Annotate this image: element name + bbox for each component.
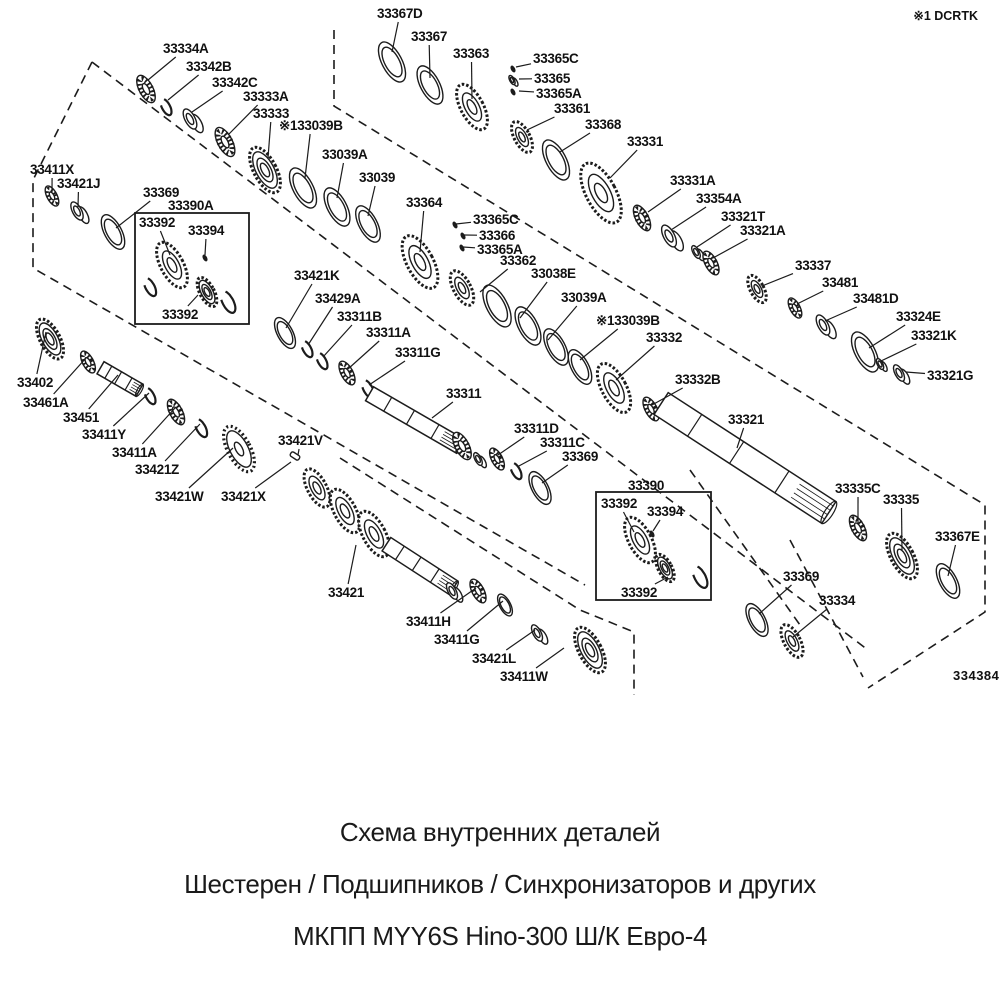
part-label: 33334A (163, 41, 209, 56)
part-shape-bearing (78, 349, 99, 375)
leader-line (54, 358, 86, 394)
part-label: 33333 (253, 106, 290, 121)
part-label: 33367D (377, 6, 423, 21)
part-label: 33481 (822, 275, 859, 290)
part-shape-gear (776, 621, 807, 660)
part-label: 33368 (585, 117, 622, 132)
part-shape-cyl (68, 200, 91, 225)
part-label: 33367E (935, 529, 980, 544)
part-label: 33411W (500, 669, 548, 684)
leader-line (653, 520, 660, 531)
part-shape-gear (744, 273, 770, 306)
part-shape-gear (507, 118, 537, 155)
leader-line (616, 346, 654, 380)
part-shape-ring (477, 281, 517, 331)
part-label: 33392 (621, 585, 658, 600)
part-shape-ring (539, 325, 574, 369)
part-shape-snap (221, 292, 235, 313)
leader-line (142, 408, 175, 444)
leader-line (368, 186, 375, 216)
part-label: 33392 (601, 496, 638, 511)
part-shape-gear (618, 513, 661, 568)
part-shape-cyl (508, 75, 520, 88)
part-label: 33337 (795, 258, 832, 273)
part-shape-bearing (133, 73, 159, 106)
part-shape-dot (202, 255, 207, 262)
part-shape-ring (563, 346, 596, 388)
leader-line (323, 325, 352, 357)
part-shape-snap (195, 419, 207, 437)
part-shape-ring (931, 560, 964, 602)
part-label: 33321K (911, 328, 957, 343)
leader-line (286, 284, 312, 328)
leader-line (337, 163, 343, 198)
part-shape-dot (510, 66, 515, 73)
leader-line (429, 45, 430, 78)
leader-line (369, 361, 405, 385)
part-label: 33365A (536, 86, 582, 101)
part-shape-ring (846, 328, 884, 376)
leader-line (498, 437, 524, 455)
leader-line (148, 57, 176, 80)
part-shape-snap (302, 341, 313, 357)
part-label: 33365C (473, 212, 519, 227)
part-label: 33311 (446, 386, 482, 401)
leader-line (517, 451, 547, 467)
part-label: 33366 (479, 228, 516, 243)
part-shape-sprocket (217, 422, 260, 477)
part-shape-snap (317, 353, 328, 369)
part-drawings (31, 38, 965, 677)
part-label: 33367 (411, 29, 448, 44)
leader-line (520, 282, 547, 318)
leader-line (268, 122, 271, 158)
part-label: 33321 (728, 412, 765, 427)
part-shape-bearing (630, 203, 654, 234)
diagram-code: 334384 (953, 668, 1000, 683)
leader-line (392, 22, 398, 52)
part-label: 33390 (628, 478, 665, 493)
part-label: 33321G (927, 368, 974, 383)
part-label: 33451 (63, 410, 100, 425)
leader-line (348, 545, 356, 584)
part-label: 33369 (143, 185, 180, 200)
part-label: 33421 (328, 585, 365, 600)
part-label: 33342C (212, 75, 258, 90)
leader-line (548, 306, 577, 340)
part-label: 33362 (500, 253, 537, 268)
part-label: 33038E (531, 266, 576, 281)
part-label: 33332B (675, 372, 721, 387)
part-label: 33421L (472, 651, 516, 666)
part-label: 33411G (434, 632, 480, 647)
part-shape-dot (460, 233, 465, 240)
part-label: 33369 (562, 449, 599, 464)
part-shape-dot (459, 245, 464, 252)
leader-line (298, 449, 299, 455)
part-label: 33311B (337, 309, 382, 324)
leader-line (165, 424, 200, 461)
leader-line (536, 648, 564, 668)
part-label: 33342B (186, 59, 232, 74)
part-label: 33039 (359, 170, 396, 185)
part-label: 33321T (721, 209, 765, 224)
leader-line (825, 307, 857, 321)
leader-line (89, 375, 118, 409)
leader-line (906, 372, 925, 374)
part-label: 33421J (57, 176, 101, 191)
part-label: 33421Z (135, 462, 179, 477)
part-label: 33390A (168, 198, 214, 213)
part-shape-bearing (164, 397, 188, 428)
part-label: ※133039B (279, 118, 343, 133)
part-label: 33481D (853, 291, 899, 306)
part-shape-ring (537, 136, 575, 184)
leader-line (671, 207, 706, 230)
part-label: 33039A (561, 290, 607, 305)
part-label: 33324E (896, 309, 941, 324)
part-shape-hub (193, 274, 221, 309)
part-label: 33365C (533, 51, 579, 66)
part-shape-dot (510, 89, 515, 96)
part-label: 33334 (819, 593, 856, 608)
leader-line (713, 239, 748, 258)
part-label: 33335 (883, 492, 920, 507)
part-label: 33429A (315, 291, 361, 306)
part-shape-shaft (97, 362, 145, 398)
part-label: 33333A (243, 89, 289, 104)
part-label: 33421V (278, 433, 323, 448)
part-label: 33411A (112, 445, 157, 460)
leader-line (527, 117, 554, 130)
leader-line (881, 344, 916, 361)
part-shape-bearing (487, 446, 508, 472)
part-shape-ring (524, 468, 555, 507)
part-shape-snap (693, 567, 707, 588)
part-label: 33332 (646, 330, 683, 345)
leader-line (456, 222, 471, 224)
part-label: 33331 (627, 134, 664, 149)
leader-line (192, 91, 223, 112)
part-label: 33321A (740, 223, 786, 238)
part-shape-ring (284, 164, 322, 212)
part-shape-hub (31, 315, 69, 363)
leader-line (519, 91, 534, 92)
footnote-reference: ※1 DCRTK (913, 9, 978, 23)
part-shape-ring (510, 303, 546, 349)
part-label: 33354A (696, 191, 742, 206)
part-label: 33461A (23, 395, 69, 410)
leader-line (610, 150, 637, 178)
part-label: 33421K (294, 268, 340, 283)
leader-line (648, 189, 681, 212)
part-shape-cyl (529, 623, 550, 646)
part-label: 33365A (477, 242, 523, 257)
caption-title: Схема внутренних деталей (339, 817, 661, 847)
part-label: 33335C (835, 481, 881, 496)
part-label: ※133039B (596, 313, 660, 328)
leader-line (697, 225, 731, 247)
part-label: 33039A (322, 147, 368, 162)
leader-line (759, 585, 791, 614)
leader-line (762, 274, 793, 286)
part-shape-hub (568, 623, 611, 678)
part-shape-gear (150, 238, 193, 293)
part-label: 33365 (534, 71, 571, 86)
leader-line (205, 239, 206, 255)
leader-line (560, 133, 590, 152)
part-shape-ring (373, 38, 411, 86)
leader-line (188, 295, 198, 306)
part-label: 33311D (514, 421, 559, 436)
leader-line (432, 402, 453, 418)
part-shape-snap (161, 99, 172, 115)
leader-line (467, 601, 503, 631)
part-label: 33392 (162, 307, 199, 322)
part-label: 33402 (17, 375, 54, 390)
part-label: 33421X (221, 489, 266, 504)
part-shape-bearing (467, 577, 490, 605)
part-label: 33363 (453, 46, 490, 61)
part-shape-ring (270, 314, 300, 351)
leader-line (255, 462, 291, 488)
leader-line (797, 291, 823, 304)
leader-line (542, 465, 568, 483)
part-label: 33369 (783, 569, 820, 584)
part-label: 33311G (395, 345, 441, 360)
part-shape-ring (96, 211, 129, 253)
leader-line (506, 630, 535, 650)
part-shape-cyl (472, 451, 488, 469)
part-label: 33394 (647, 504, 684, 519)
part-label: 33411H (406, 614, 451, 629)
part-label: 33361 (554, 101, 591, 116)
part-shape-cyl (891, 363, 912, 386)
leader-line (348, 341, 379, 369)
leader-line (189, 448, 233, 488)
part-label: 33392 (139, 215, 176, 230)
part-shape-hub (652, 552, 678, 585)
leader-line (168, 75, 199, 100)
part-label: 33331A (670, 173, 716, 188)
part-shape-gear (395, 230, 445, 294)
leader-line (113, 393, 149, 426)
part-shape-snap (145, 388, 156, 404)
part-shape-bearing (211, 124, 239, 159)
leader-line (869, 325, 905, 348)
part-label: 33311C (540, 435, 585, 450)
part-shape-ring (319, 184, 355, 230)
leader-line (308, 307, 333, 345)
leader-line (580, 329, 618, 360)
part-shape-cyl (659, 223, 687, 253)
part-shape-ring (351, 202, 386, 246)
part-label: 33411Y (82, 427, 126, 442)
leader-line (463, 247, 475, 248)
leader-line (516, 64, 531, 67)
part-shape-gear (445, 267, 478, 309)
part-shape-bearing (700, 249, 723, 277)
part-label: 33311A (366, 325, 411, 340)
caption-model: МКПП MYY6S Hino-300 Ш/К Евро-4 (292, 921, 708, 951)
dashed-boundary (92, 62, 868, 650)
part-shape-bearing (785, 296, 804, 320)
part-shape-snap (144, 278, 156, 296)
leader-line (305, 134, 310, 178)
part-shape-hub (243, 143, 286, 198)
part-shape-gear (572, 157, 629, 229)
part-label: 33411X (30, 162, 74, 177)
caption-subtitle: Шестерен / Подшипников / Синхронизаторов и других (184, 869, 816, 899)
part-label: 33364 (406, 195, 443, 210)
part-shape-dot (452, 222, 457, 229)
part-label: 33394 (188, 223, 225, 238)
part-label: 33421W (155, 489, 204, 504)
